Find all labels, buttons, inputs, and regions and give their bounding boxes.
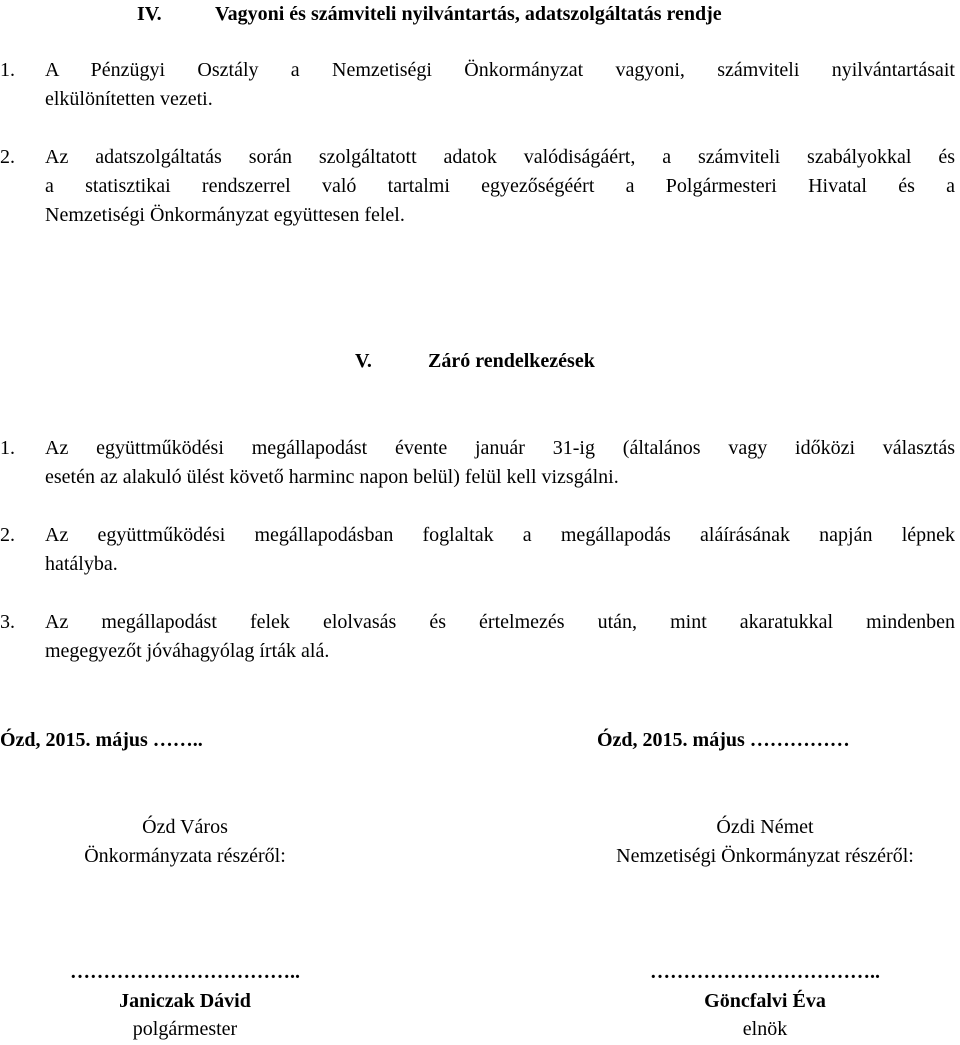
party-name: Ózdi Német: [716, 816, 814, 838]
party-name: Önkormányzata részéről:: [84, 845, 286, 867]
item-line: Az adatszolgáltatás során szolgáltatott adatok valódiságáért, a számviteli szabályokkal és: [45, 146, 955, 168]
item-line: megegyezőt jóváhagyólag írták alá.: [45, 640, 330, 662]
item-line: esetén az alakuló ülést követő harminc napon belül) felül kell vizsgálni.: [45, 466, 619, 488]
item-line: hatályba.: [45, 553, 118, 575]
item-line: Az együttműködési megállapodást évente január 31-ig (általános vagy időközi választás: [45, 437, 955, 459]
section-iv-number: IV.: [137, 3, 162, 25]
item-number: 1.: [0, 59, 15, 81]
item-number: 1.: [0, 437, 15, 459]
signature-line: ……………………………..: [650, 961, 880, 983]
signature-date-left: Ózd, 2015. május ……..: [0, 729, 203, 751]
signature-line: ……………………………..: [70, 961, 300, 983]
item-line: Az megállapodást felek elolvasás és értelmezés után, mint akaratukkal mindenben: [45, 611, 955, 633]
item-line: Az együttműködési megállapodásban foglaltak a megállapodás aláírásának napján lépnek: [45, 524, 955, 546]
item-number: 3.: [0, 611, 15, 633]
item-number: 2.: [0, 146, 15, 168]
signatory-role: polgármester: [132, 1018, 238, 1040]
signatory-role: elnök: [742, 1018, 788, 1040]
section-iv-title: Vagyoni és számviteli nyilvántartás, adatszolgáltatás rendje: [215, 3, 722, 25]
signatory-name: Göncfalvi Éva: [704, 990, 826, 1012]
section-v-number: V.: [355, 350, 372, 372]
party-name: Ózd Város: [142, 816, 228, 838]
item-line: elkülönítetten vezeti.: [45, 88, 213, 110]
section-v-title: Záró rendelkezések: [428, 350, 595, 372]
item-number: 2.: [0, 524, 15, 546]
item-line: Nemzetiségi Önkormányzat együttesen felel.: [45, 204, 405, 226]
signatory-name: Janiczak Dávid: [119, 990, 251, 1012]
item-line: A Pénzügyi Osztály a Nemzetiségi Önkormányzat vagyoni, számviteli nyilvántartásait: [45, 59, 955, 81]
party-name: Nemzetiségi Önkormányzat részéről:: [616, 845, 914, 867]
item-line: a statisztikai rendszerrel való tartalmi egyezőségéért a Polgármesteri Hivatal és a: [45, 175, 955, 197]
signature-date-right: Ózd, 2015. május ……………: [597, 729, 850, 751]
